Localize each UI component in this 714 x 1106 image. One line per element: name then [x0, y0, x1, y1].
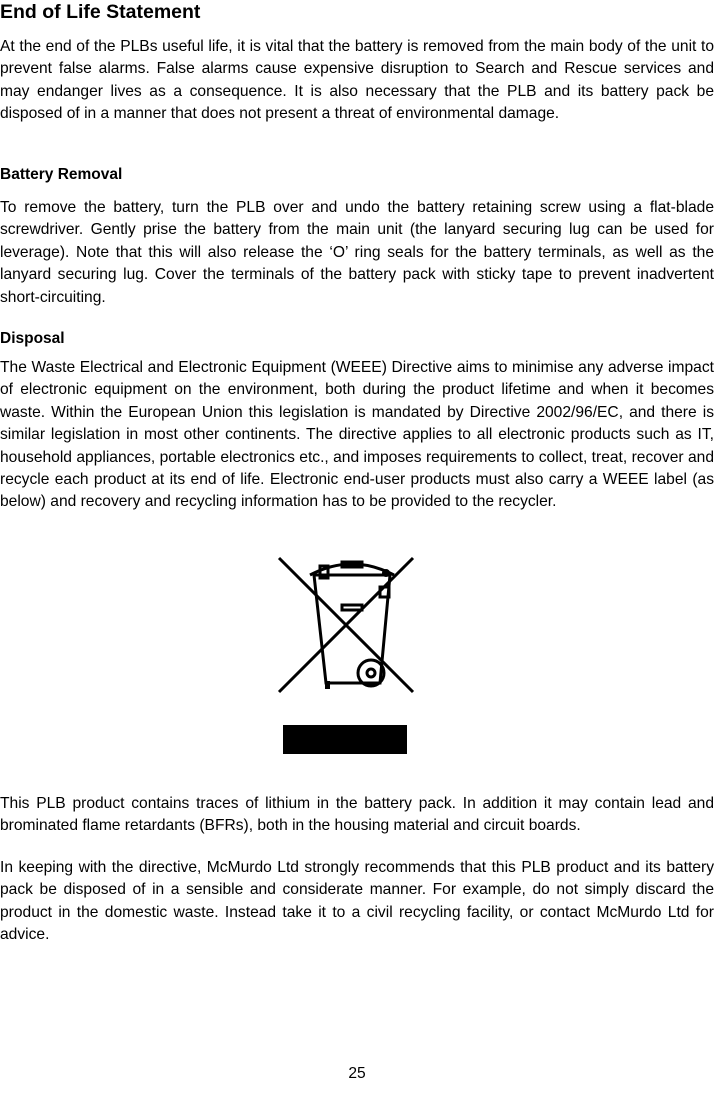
lithium-paragraph: This PLB product contains traces of lithium in the battery pack. In addition it may contain lead and brominated flame retardants (BFRs), both in the housing material and circuit boards.	[0, 795, 714, 835]
page-title: End of Life Statement	[0, 1, 201, 23]
disposal-paragraph: The Waste Electrical and Electronic Equipment (WEEE) Directive aims to minimise any adverse impact of electronic equipment on the environment, both during the product lifetime and when it becomes waste. Within the European Union this legislation is mandated by Directive 2002/96/EC, and there is similar legislation in most other continents. The directive applies to all electronic products such as IT, household appliances, portable electronics etc., and imposes requirements to collect, treat, recover and recycle each product at its end of life. Electronic end-user products must also carry a WEEE label (as below) and recovery and recycling information has to be provided to the recycler.	[0, 359, 714, 511]
crossed-out-wheeled-bin-icon	[276, 555, 416, 695]
battery-removal-heading: Battery Removal	[0, 166, 123, 183]
intro-paragraph: At the end of the PLBs useful life, it is vital that the battery is removed from the main body of the unit to prevent false alarms. False alarms cause expensive disruption to Search and Rescue services and may endanger lives as a consequence. It is also necessary that the PLB and its battery pack be disposed of in a manner that does not present a threat of environmental damage.	[0, 38, 714, 123]
battery-removal-paragraph: To remove the battery, turn the PLB over and undo the battery retaining screw using a flat-blade screwdriver. Gently prise the battery from the main unit (the lanyard securing lug can be used for leverage). Note that this will also release the ‘O’ ring seals for the battery terminals, as well as the lanyard securing lug. Cover the terminals of the battery pack with sticky tape to prevent inadvertent short-circuiting.	[0, 199, 714, 306]
recommendation-paragraph: In keeping with the directive, McMurdo Ltd strongly recommends that this PLB product and its battery pack be disposed of in a sensible and considerate manner. For example, do not simply discard the product in the domestic waste. Instead take it to a civil recycling facility, or contact McMurdo Ltd for advice.	[0, 859, 714, 944]
disposal-heading: Disposal	[0, 330, 65, 347]
page-number: 25	[348, 1065, 366, 1082]
weee-label-bar	[283, 725, 407, 754]
